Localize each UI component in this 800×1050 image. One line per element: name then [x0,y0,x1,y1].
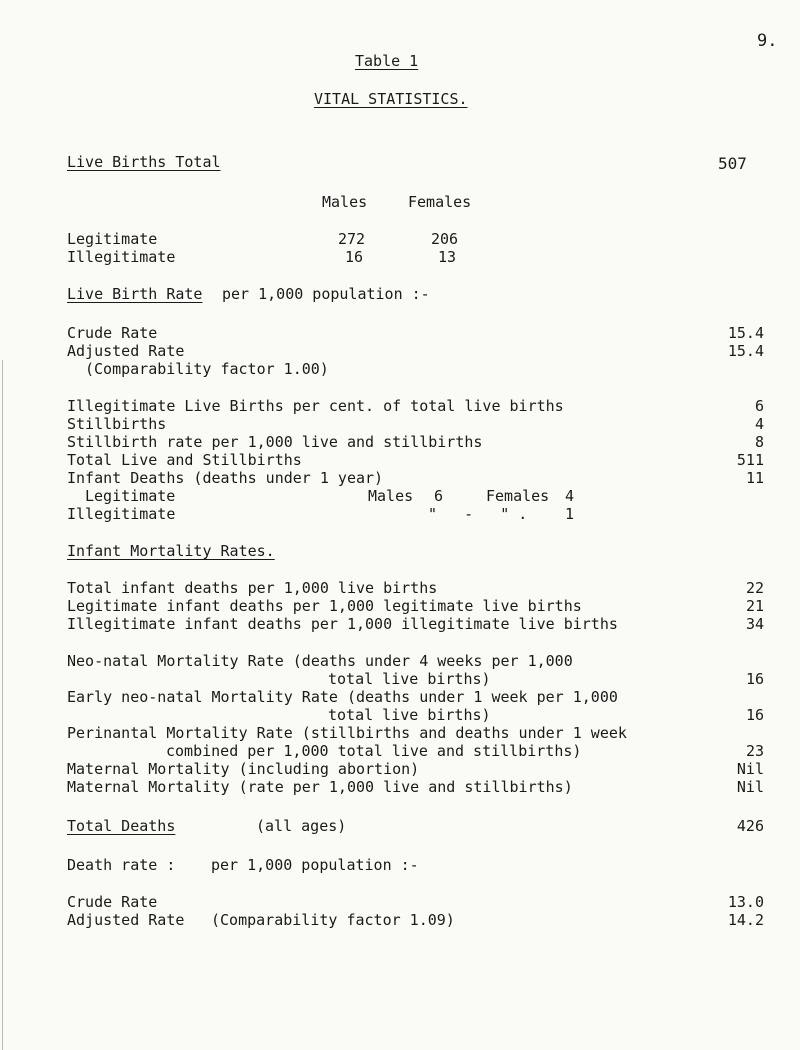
early-neonatal-line1: Early neo-natal Mortality Rate (deaths under 1 week per 1,000 [67,688,618,706]
row-legitimate-females: 206 [431,230,459,248]
death-crude-rate-label: Crude Rate [67,893,158,911]
infant-mortality-value: 34 [745,615,764,633]
birth-rate-heading: Live Birth Rate [67,285,203,303]
infant-legitimate-females-n: 4 [565,487,575,505]
infant-illegitimate-n: 1 [565,505,575,523]
stat-value: 8 [754,433,764,451]
stat-value: 511 [736,451,764,469]
infant-mortality-value: 22 [745,579,764,597]
perinatal-line1: Perinantal Mortality Rate (stillbirths and deaths under 1 week [67,724,627,742]
page-title: VITAL STATISTICS. [314,90,468,108]
row-legitimate-label: Legitimate [67,230,158,248]
neonatal-value: 16 [745,670,764,688]
infant-legitimate-label: Legitimate [85,487,176,505]
maternal-mortality-value: Nil [736,760,764,778]
death-adjusted-rate-label: Adjusted Rate [67,911,185,929]
stat-value: 6 [754,397,764,415]
row-illegitimate-label: Illegitimate [67,248,176,266]
infant-mortality-label: Illegitimate infant deaths per 1,000 illegitimate live births [67,615,618,633]
maternal-mortality-label: Maternal Mortality (including abortion) [67,760,420,778]
total-deaths-ages: (all ages) [256,817,347,835]
infant-legitimate-males-n: 6 [434,487,444,505]
stat-label: Stillbirths [67,415,167,433]
infant-mortality-heading: Infant Mortality Rates. [67,542,275,560]
adjusted-rate-value: 15.4 [727,342,764,360]
infant-legitimate-males: Males [368,487,414,505]
comparability-factor: (Comparability factor 1.00) [85,360,329,378]
perinatal-value: 23 [745,742,764,760]
death-rate-label: Death rate : [67,856,176,874]
live-births-value: 507 [718,154,747,173]
stat-label: Total Live and Stillbirths [67,451,302,469]
infant-mortality-label: Total infant deaths per 1,000 live births [67,579,438,597]
col-females: Females [408,193,472,211]
stat-label: Infant Deaths (deaths under 1 year) [67,469,384,487]
infant-mortality-label: Legitimate infant deaths per 1,000 legitimate live births [67,597,582,615]
death-rate-rest: per 1,000 population :- [211,856,419,874]
col-males: Males [322,193,368,211]
early-neonatal-line2: total live births) [328,706,491,724]
row-illegitimate-males: 16 [345,248,364,266]
perinatal-line2: combined per 1,000 total live and stillbirths) [166,742,582,760]
birth-rate-heading-rest: per 1,000 population :- [222,285,430,303]
death-adjusted-rate-value: 14.2 [727,911,764,929]
neonatal-line2: total live births) [328,670,491,688]
stat-label: Stillbirth rate per 1,000 live and stillbirths [67,433,483,451]
stat-value: 4 [754,415,764,433]
maternal-mortality-rate-label: Maternal Mortality (rate per 1,000 live and stillbirths) [67,778,573,796]
total-deaths-value: 426 [736,817,764,835]
page-number: 9. [757,31,778,51]
maternal-mortality-rate-value: Nil [736,778,764,796]
crude-rate-value: 15.4 [727,324,764,342]
death-crude-rate-value: 13.0 [727,893,764,911]
infant-illegitimate-ditto: " - " . [428,505,528,523]
early-neonatal-value: 16 [745,706,764,724]
row-illegitimate-females: 13 [438,248,457,266]
scan-edge-line [2,360,3,1050]
stat-label: Illegitimate Live Births per cent. of total live births [67,397,564,415]
adjusted-rate-label: Adjusted Rate [67,342,185,360]
row-legitimate-males: 272 [338,230,366,248]
stat-value: 11 [745,469,764,487]
infant-legitimate-females: Females [486,487,550,505]
live-births-label: Live Births Total [67,153,221,171]
neonatal-line1: Neo-natal Mortality Rate (deaths under 4 weeks per 1,000 [67,652,573,670]
table-label: Table 1 [355,52,419,70]
crude-rate-label: Crude Rate [67,324,158,342]
total-deaths-label: Total Deaths [67,817,176,835]
infant-illegitimate-label: Illegitimate [67,505,176,523]
death-comparability-factor: (Comparability factor 1.09) [211,911,455,929]
infant-mortality-value: 21 [745,597,764,615]
